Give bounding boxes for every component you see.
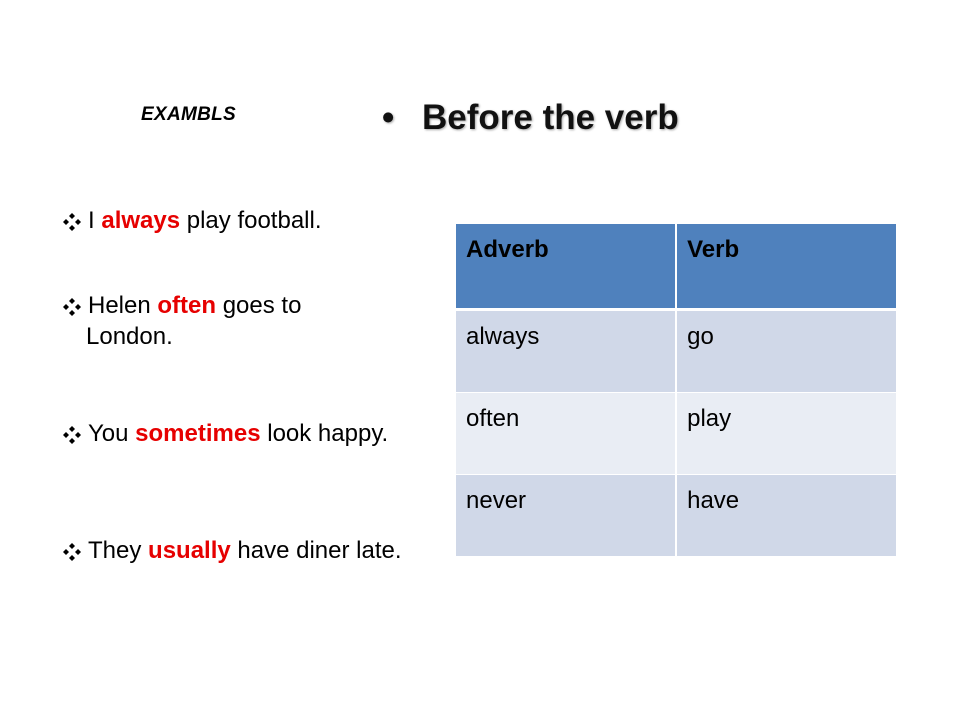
examples-label: EXAMBLS (141, 104, 236, 125)
example-text-before: Helen (88, 292, 158, 319)
example-item (62, 205, 428, 236)
table-cell: never (456, 475, 676, 557)
example-text-after: goes to (216, 292, 302, 319)
example-text-after: have diner late. (230, 537, 402, 564)
example-continuation: London. (86, 323, 173, 351)
example-text-after: look happy. (260, 420, 389, 447)
example-item (62, 290, 428, 352)
table-cell: have (676, 475, 896, 557)
example-item (62, 535, 428, 566)
table-cell: often (456, 393, 676, 475)
heading-text: Before the verb (422, 98, 679, 137)
example-text-before: You (88, 420, 136, 447)
example-adverb: sometimes (135, 420, 261, 447)
header-verb: Verb (676, 224, 896, 310)
example-text-before: I (88, 207, 102, 234)
table-cell: always (456, 310, 676, 393)
example-adverb: often (157, 292, 217, 319)
four-diamond-bullet-icon (62, 542, 82, 562)
four-diamond-bullet-icon (62, 425, 82, 445)
heading-bullet: • (382, 98, 395, 137)
table-row (456, 475, 896, 557)
example-adverb: usually (148, 537, 231, 564)
table-row (456, 310, 896, 393)
example-adverb: always (101, 207, 181, 234)
example-text-before: They (88, 537, 149, 564)
adverb-verb-table (456, 224, 896, 557)
four-diamond-bullet-icon (62, 297, 82, 317)
example-text-after: play football. (180, 207, 322, 234)
table-row (456, 393, 896, 475)
example-item (62, 418, 428, 449)
table-cell: play (676, 393, 896, 475)
slide-heading (382, 98, 679, 138)
four-diamond-bullet-icon (62, 212, 82, 232)
table-header-row (456, 224, 896, 310)
table-cell: go (676, 310, 896, 393)
header-adverb: Adverb (456, 224, 676, 310)
